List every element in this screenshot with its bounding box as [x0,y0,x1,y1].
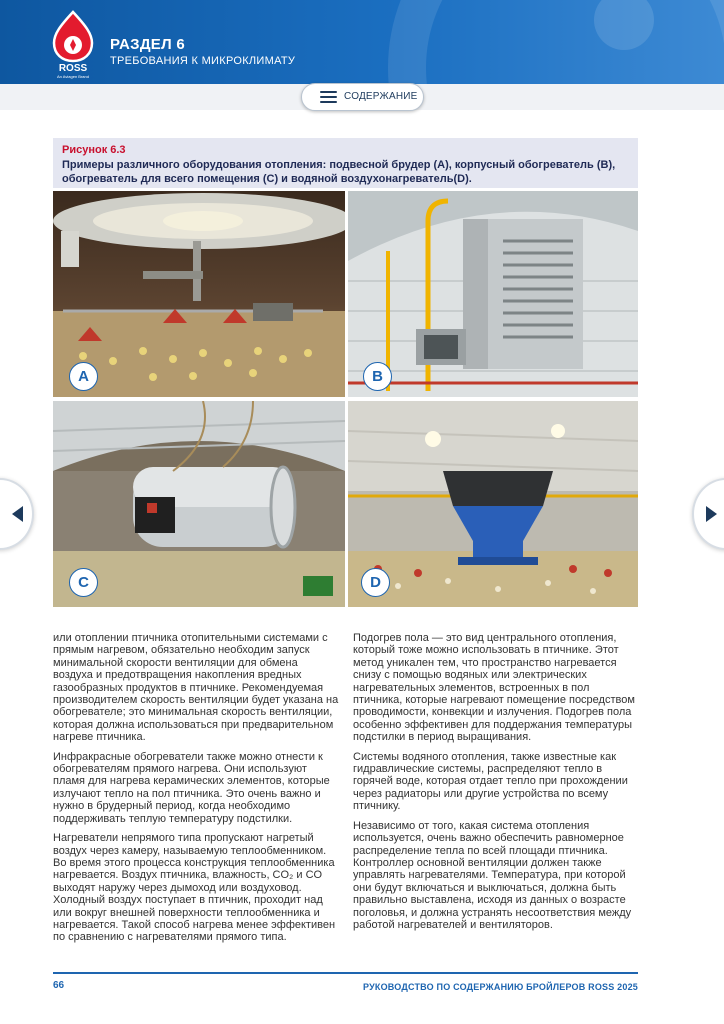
footer-divider [53,972,638,974]
photo-label-c: C [69,568,98,597]
arrow-left-icon [12,506,23,522]
paragraph: Нагреватели непрямого типа пропускают нагретый воздух через камеру, называемую теплообменником. Во время этого процесса конструкция теплообменника нагревается. Воздух птичника, влажность, CO₂ и CO выходят наружу через дымоход или воздуховод. Холодный воздух поступает в птичник, проходит над или вокруг внешней поверхности теплообменника и нагревается. Такой способ нагрева менее эффективен по сравнению с нагревателями прямого типа. [53,832,336,944]
page-number: 66 [53,980,65,991]
photo-b-cabinet-heater [348,191,638,397]
figure-number: Рисунок 6.3 [62,144,126,156]
section-title: РАЗДЕЛ 6 [110,36,186,53]
paragraph: или отоплении птичника отопительными системами с прямым нагревом, обязательно необходим запуск минимальной скорости вентиляции для обмена воздуха и предотвращения накопления вредных газообразных продуктов в птичнике. Рекомендуемая производителем скорость вентиляции будет указана на обогревателе; это минимальная скорость вентиляции, которая должна использоваться при предварительном нагреве птичника. [53,632,339,744]
menu-icon [320,91,337,106]
text-column-left [53,632,340,951]
figure-caption-text: Примеры различного оборудования отопления: подвесной брудер (А), корпусный обогреватель (B), обогреватель для всего помещения (C) и водяной воздухонагреватель(D). [62,159,616,185]
photo-label-a: A [69,362,98,391]
paragraph: Подогрев пола — это вид центрального отопления, который тоже можно использовать в птичнике. Этот метод уникален тем, что пространство нагревается снизу с помощью водяных или электрических нагревательных элементов, встроенных в пол птичника, которые нагревают помещение посредством проводимости, конвекции и излучения. Подогрев пола особенно эффективен для поддержания температуры подстилки в период выращивания. [353,632,635,744]
photo-c-space-heater [53,401,345,607]
paragraph: Системы водяного отопления, также известные как гидравлические системы, распределяют тепло в горячей воде, которая отдает тепло при прохождении через радиаторы или другие устройства по всему птичнику. [353,750,628,813]
ross-logo[interactable] [42,10,104,80]
section-subtitle: ТРЕБОВАНИЯ К МИКРОКЛИМАТУ [110,55,296,67]
photo-label-b: B [363,362,392,391]
footer-title: РУКОВОДСТВО ПО СОДЕРЖАНИЮ БРОЙЛЕРОВ ROSS 2025 [363,982,638,992]
contents-button[interactable] [301,83,424,111]
previous-page-button[interactable] [0,478,34,550]
logo-wordmark: ROSS [58,63,88,74]
arrow-right-icon [706,506,717,522]
photo-d-water-heater [348,401,638,607]
header-decoration [388,0,724,84]
paragraph: Независимо от того, какая система отопления используется, очень важно обеспечить равномерное распределение тепла по всей площади птичника. Контроллер основной вентиляции должен также управлять нагревателями. Температура, при которой они будут включаться и выключаться, должна быть правильно выставлена, исходя из данных о возрасте поголовья, и должна устранять несоответствия между работой нагревателей и вентиляторов. [353,819,632,931]
logo-tagline: An Aviagen Brand [57,74,89,79]
page-header [0,0,724,84]
paragraph: Инфракрасные обогреватели также можно отнести к обогревателям прямого нагрева. Они используют пламя для нагрева керамических элементов, которые излучают тепло на пол птичника. Это очень важно и нужно в брудерный период, когда необходимо поддерживать теплую температуру подстилки. [53,750,330,825]
figure-caption [53,138,638,188]
next-page-button[interactable] [692,478,724,550]
photo-a-pendant-brooder [53,191,345,397]
contents-button-label: СОДЕРЖАНИЕ [344,91,418,102]
photo-label-d: D [361,568,390,597]
text-column-right [353,632,640,938]
